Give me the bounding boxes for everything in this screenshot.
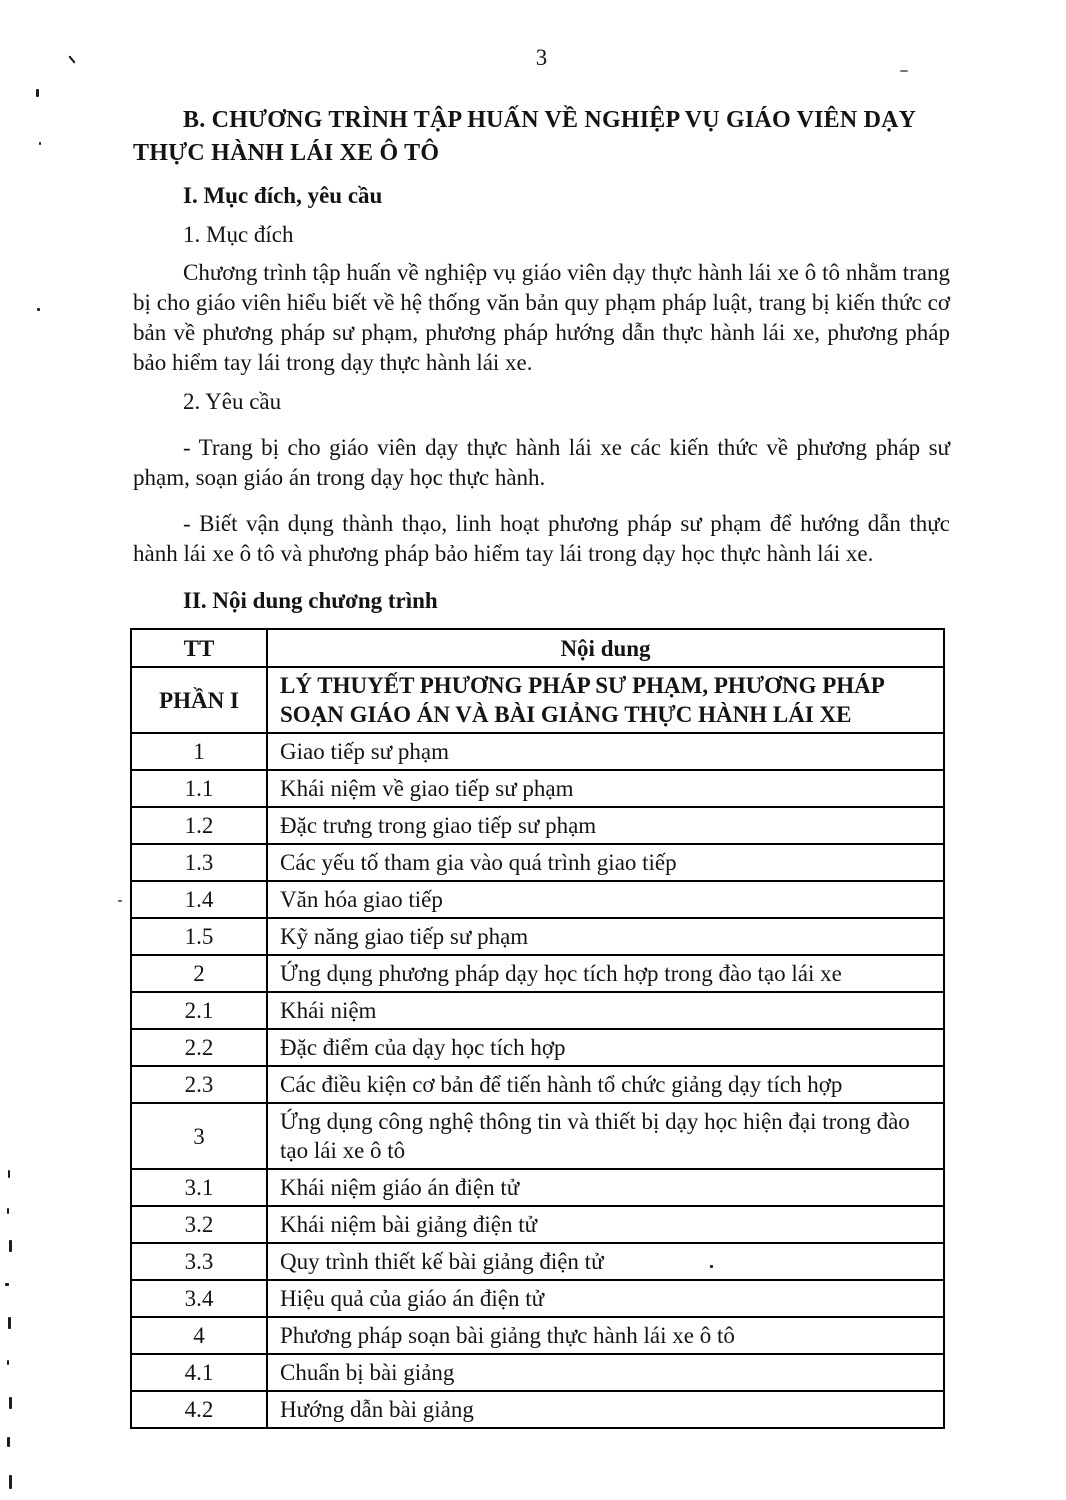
subheading-muc-dich: 1. Mục đích: [183, 222, 294, 247]
header-cell-noi-dung: Nội dung: [267, 629, 944, 667]
table-row: [131, 667, 944, 733]
row-content-cell: Ứng dụng công nghệ thông tin và thiết bị dạy học hiện đại trong đào tạo lái xe ô tô: [267, 1103, 944, 1169]
page-content: [133, 0, 950, 1429]
paragraph-requirement-2: - Biết vận dụng thành thạo, linh hoạt phương pháp sư phạm để hướng dẫn thực hành lái xe ô tô và phương pháp bảo hiểm tay lái trong dạy học thực hành lái xe.: [133, 511, 950, 566]
row-number-cell: 1.4: [131, 881, 267, 918]
row-content-cell: Quy trình thiết kế bài giảng điện tử: [267, 1243, 944, 1280]
table-row: [131, 807, 944, 844]
table-row: [131, 1354, 944, 1391]
table-row: [131, 733, 944, 770]
row-number-cell: 4: [131, 1317, 267, 1354]
table-row: [131, 955, 944, 992]
row-content-cell: Khái niệm bài giảng điện tử: [267, 1206, 944, 1243]
row-number-cell: 4.1: [131, 1354, 267, 1391]
table-row: [131, 770, 944, 807]
scan-artifact: [68, 55, 75, 63]
scan-artifact: [7, 1208, 9, 1214]
row-number-cell: 3.3: [131, 1243, 267, 1280]
table-row: [131, 1169, 944, 1206]
scan-artifact: [7, 1437, 10, 1447]
table-row: [131, 1243, 944, 1280]
page-number: 3: [535, 45, 548, 70]
subheading-yeu-cau: 2. Yêu cầu: [183, 389, 282, 414]
row-number-cell: 3.4: [131, 1280, 267, 1317]
scan-artifact: [8, 1317, 11, 1329]
table-body: [131, 667, 944, 1428]
row-content-cell: Ứng dụng phương pháp dạy học tích hợp trong đào tạo lái xe: [267, 955, 944, 992]
row-number-cell: 2.1: [131, 992, 267, 1029]
row-number-cell: PHẦN I: [131, 667, 267, 733]
row-content-cell: Các điều kiện cơ bản để tiến hành tổ chức giảng dạy tích hợp: [267, 1066, 944, 1103]
table-row: [131, 918, 944, 955]
table-header-row: [131, 629, 944, 667]
row-content-cell: Các yếu tố tham gia vào quá trình giao tiếp: [267, 844, 944, 881]
scan-artifact: [8, 1170, 10, 1178]
program-content-table: [130, 628, 945, 1429]
scan-artifact: [36, 89, 39, 97]
row-content-cell: Hiệu quả của giáo án điện tử: [267, 1280, 944, 1317]
scan-artifact: [118, 900, 122, 902]
document-title-line2: THỰC HÀNH LÁI XE Ô TÔ: [133, 140, 440, 166]
row-number-cell: 2: [131, 955, 267, 992]
row-number-cell: 2.3: [131, 1066, 267, 1103]
document-title-line1: B. CHƯƠNG TRÌNH TẬP HUẤN VỀ NGHIỆP VỤ GIÁO VIÊN DẠY: [183, 107, 917, 133]
row-number-cell: 2.2: [131, 1029, 267, 1066]
row-number-cell: 3.1: [131, 1169, 267, 1206]
row-content-cell: Kỹ năng giao tiếp sư phạm: [267, 918, 944, 955]
paragraph-requirement-1: - Trang bị cho giáo viên dạy thực hành lái xe các kiến thức về phương pháp sư phạm, soạn giáo án trong dạy học thực hành.: [133, 435, 950, 490]
scan-artifact: [9, 1475, 12, 1489]
row-number-cell: 1.3: [131, 844, 267, 881]
row-number-cell: 4.2: [131, 1391, 267, 1428]
table-row: [131, 881, 944, 918]
scan-artifact: [9, 1397, 12, 1409]
table-row: [131, 1029, 944, 1066]
table-row: [131, 1391, 944, 1428]
scan-artifact: [900, 70, 908, 72]
scan-artifact: [5, 1283, 9, 1286]
row-content-cell: Khái niệm về giao tiếp sư phạm: [267, 770, 944, 807]
table-header: [131, 629, 944, 667]
row-content-cell: Chuẩn bị bài giảng: [267, 1354, 944, 1391]
section-heading-purpose: I. Mục đích, yêu cầu: [183, 183, 383, 208]
scan-artifact: [7, 1360, 9, 1365]
row-content-cell: Văn hóa giao tiếp: [267, 881, 944, 918]
table-row: [131, 1206, 944, 1243]
row-content-cell: Giao tiếp sư phạm: [267, 733, 944, 770]
row-number-cell: 1.1: [131, 770, 267, 807]
section-heading-content: II. Nội dung chương trình: [183, 588, 438, 613]
row-number-cell: 3: [131, 1103, 267, 1169]
row-content-cell: Đặc trưng trong giao tiếp sư phạm: [267, 807, 944, 844]
header-cell-tt: TT: [131, 629, 267, 667]
row-content-cell: Khái niệm: [267, 992, 944, 1029]
scan-artifact: [710, 1265, 713, 1268]
scan-artifact: [9, 1240, 12, 1252]
row-number-cell: 1: [131, 733, 267, 770]
table-row: [131, 1103, 944, 1169]
row-content-cell: Khái niệm giáo án điện tử: [267, 1169, 944, 1206]
scan-artifact: [37, 308, 40, 311]
document-title: [133, 104, 950, 170]
row-content-cell: Hướng dẫn bài giảng: [267, 1391, 944, 1428]
table-row: [131, 992, 944, 1029]
row-number-cell: 1.2: [131, 807, 267, 844]
table-row: [131, 844, 944, 881]
row-content-cell: Phương pháp soạn bài giảng thực hành lái xe ô tô: [267, 1317, 944, 1354]
row-number-cell: 3.2: [131, 1206, 267, 1243]
row-content-cell: LÝ THUYẾT PHƯƠNG PHÁP SƯ PHẠM, PHƯƠNG PHÁP SOẠN GIÁO ÁN VÀ BÀI GIẢNG THỰC HÀNH LÁI XE: [267, 667, 944, 733]
row-number-cell: 1.5: [131, 918, 267, 955]
row-content-cell: Đặc điểm của dạy học tích hợp: [267, 1029, 944, 1066]
paragraph-purpose: Chương trình tập huấn về nghiệp vụ giáo viên dạy thực hành lái xe ô tô nhằm trang bị cho giáo viên hiểu biết về hệ thống văn bản quy phạm pháp luật, trang bị kiến thức cơ bản về phương pháp sư phạm, phương pháp hướng dẫn thực hành lái xe, phương pháp bảo hiểm tay lái trong dạy thực hành lái xe.: [133, 260, 950, 375]
table-row: [131, 1317, 944, 1354]
table-row: [131, 1066, 944, 1103]
scan-artifact: [39, 142, 41, 145]
table-row: [131, 1280, 944, 1317]
